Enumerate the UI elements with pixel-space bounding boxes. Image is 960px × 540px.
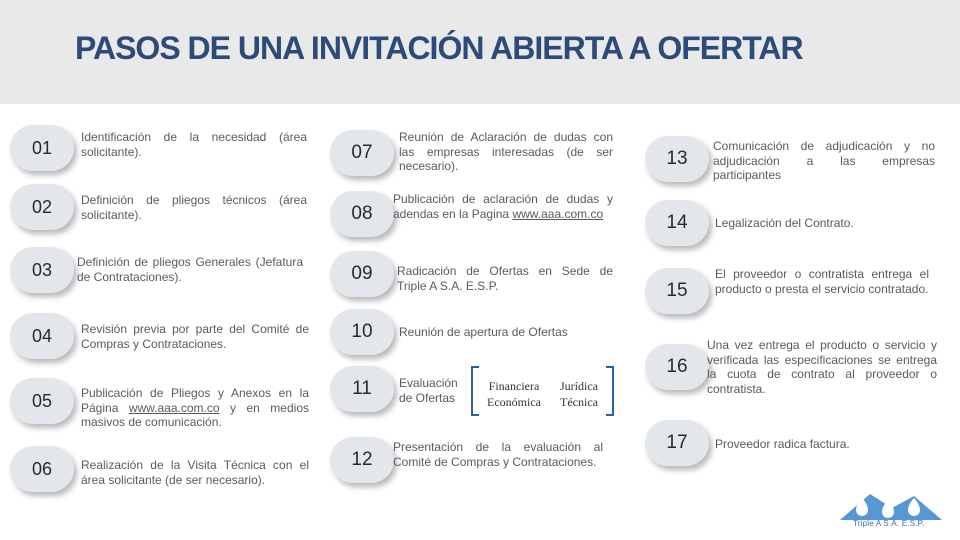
step-badge-14: 14 <box>645 200 709 246</box>
step-badge-13: 13 <box>645 136 709 182</box>
step-badge-05: 05 <box>10 378 74 424</box>
step-badge-06: 06 <box>10 446 74 492</box>
step-badge-08: 08 <box>330 191 394 237</box>
step-badge-02: 02 <box>10 184 74 230</box>
company-logo-text: Triple A S.A. E.S.P. <box>853 519 925 528</box>
header-band <box>0 0 960 104</box>
step-text-12: Presentación de la evaluación al Comité de Compras y Contrataciones. <box>393 440 603 469</box>
step-badge-15: 15 <box>645 268 709 314</box>
page-title: PASOS DE UNA INVITACIÓN ABIERTA A OFERTAR <box>75 30 803 66</box>
step-text-10: Reunión de apertura de Ofertas <box>399 325 568 339</box>
step-badge-12: 12 <box>330 437 394 483</box>
step-text-14: Legalización del Contrato. <box>715 216 854 230</box>
step-text-01: Identificación de la necesidad (área solicitante). <box>81 130 307 159</box>
step-badge-09: 09 <box>330 251 394 297</box>
step-badge-17: 17 <box>645 420 709 466</box>
step-05-link[interactable]: www.aaa.com.co <box>128 400 220 415</box>
step-badge-01: 01 <box>10 125 74 171</box>
step-text-17: Proveedor radica factura. <box>715 437 850 451</box>
step-text-07: Reunión de Aclaración de dudas con las empresas interesadas (de ser necesario). <box>399 130 613 173</box>
step-text-13: Comunicación de adjudicación y no adjudicación a las empresas participantes <box>713 139 935 182</box>
right-bracket <box>606 366 614 416</box>
step-badge-11: 11 <box>330 366 394 412</box>
step-text-11: Evaluación de Ofertas <box>399 376 458 405</box>
step-badge-10: 10 <box>330 309 394 355</box>
eval-criteria-legal: Jurídica Técnica <box>560 379 598 409</box>
eval-criteria-financial: Financiera Económica <box>487 379 541 409</box>
step-text-04: Revisión previa por parte del Comité de Compras y Contrataciones. <box>81 322 309 351</box>
step-text-08: Publicación de aclaración de dudas y adendas en la Pagina www.aaa.com.co <box>393 192 613 221</box>
step-08-link[interactable]: www.aaa.com.co <box>512 206 604 221</box>
step-text-05: Publicación de Pliegos y Anexos en la Página www.aaa.com.co y en medios masivos de comunicación. <box>81 386 309 429</box>
step-text-02: Definición de pliegos técnicos (área solicitante). <box>81 193 307 222</box>
step-text-15: El proveedor o contratista entrega el producto o presta el servicio contratado. <box>715 267 929 296</box>
step-text-06: Realización de la Visita Técnica con el área solicitante (de ser necesario). <box>81 458 309 487</box>
step-badge-03: 03 <box>10 247 74 293</box>
step-text-03: Definición de pliegos Generales (Jefatura de Contrataciones). <box>77 255 303 284</box>
step-text-16: Una vez entrega el producto o servicio y verificada las especificaciones se entrega la cuota de contrato al proveedor o contratista. <box>707 338 937 396</box>
left-bracket <box>471 366 479 416</box>
step-badge-16: 16 <box>645 344 709 390</box>
step-text-09: Radicación de Ofertas en Sede de Triple A S.A. E.S.P. <box>397 264 613 293</box>
step-badge-07: 07 <box>330 130 394 176</box>
step-badge-04: 04 <box>10 313 74 359</box>
